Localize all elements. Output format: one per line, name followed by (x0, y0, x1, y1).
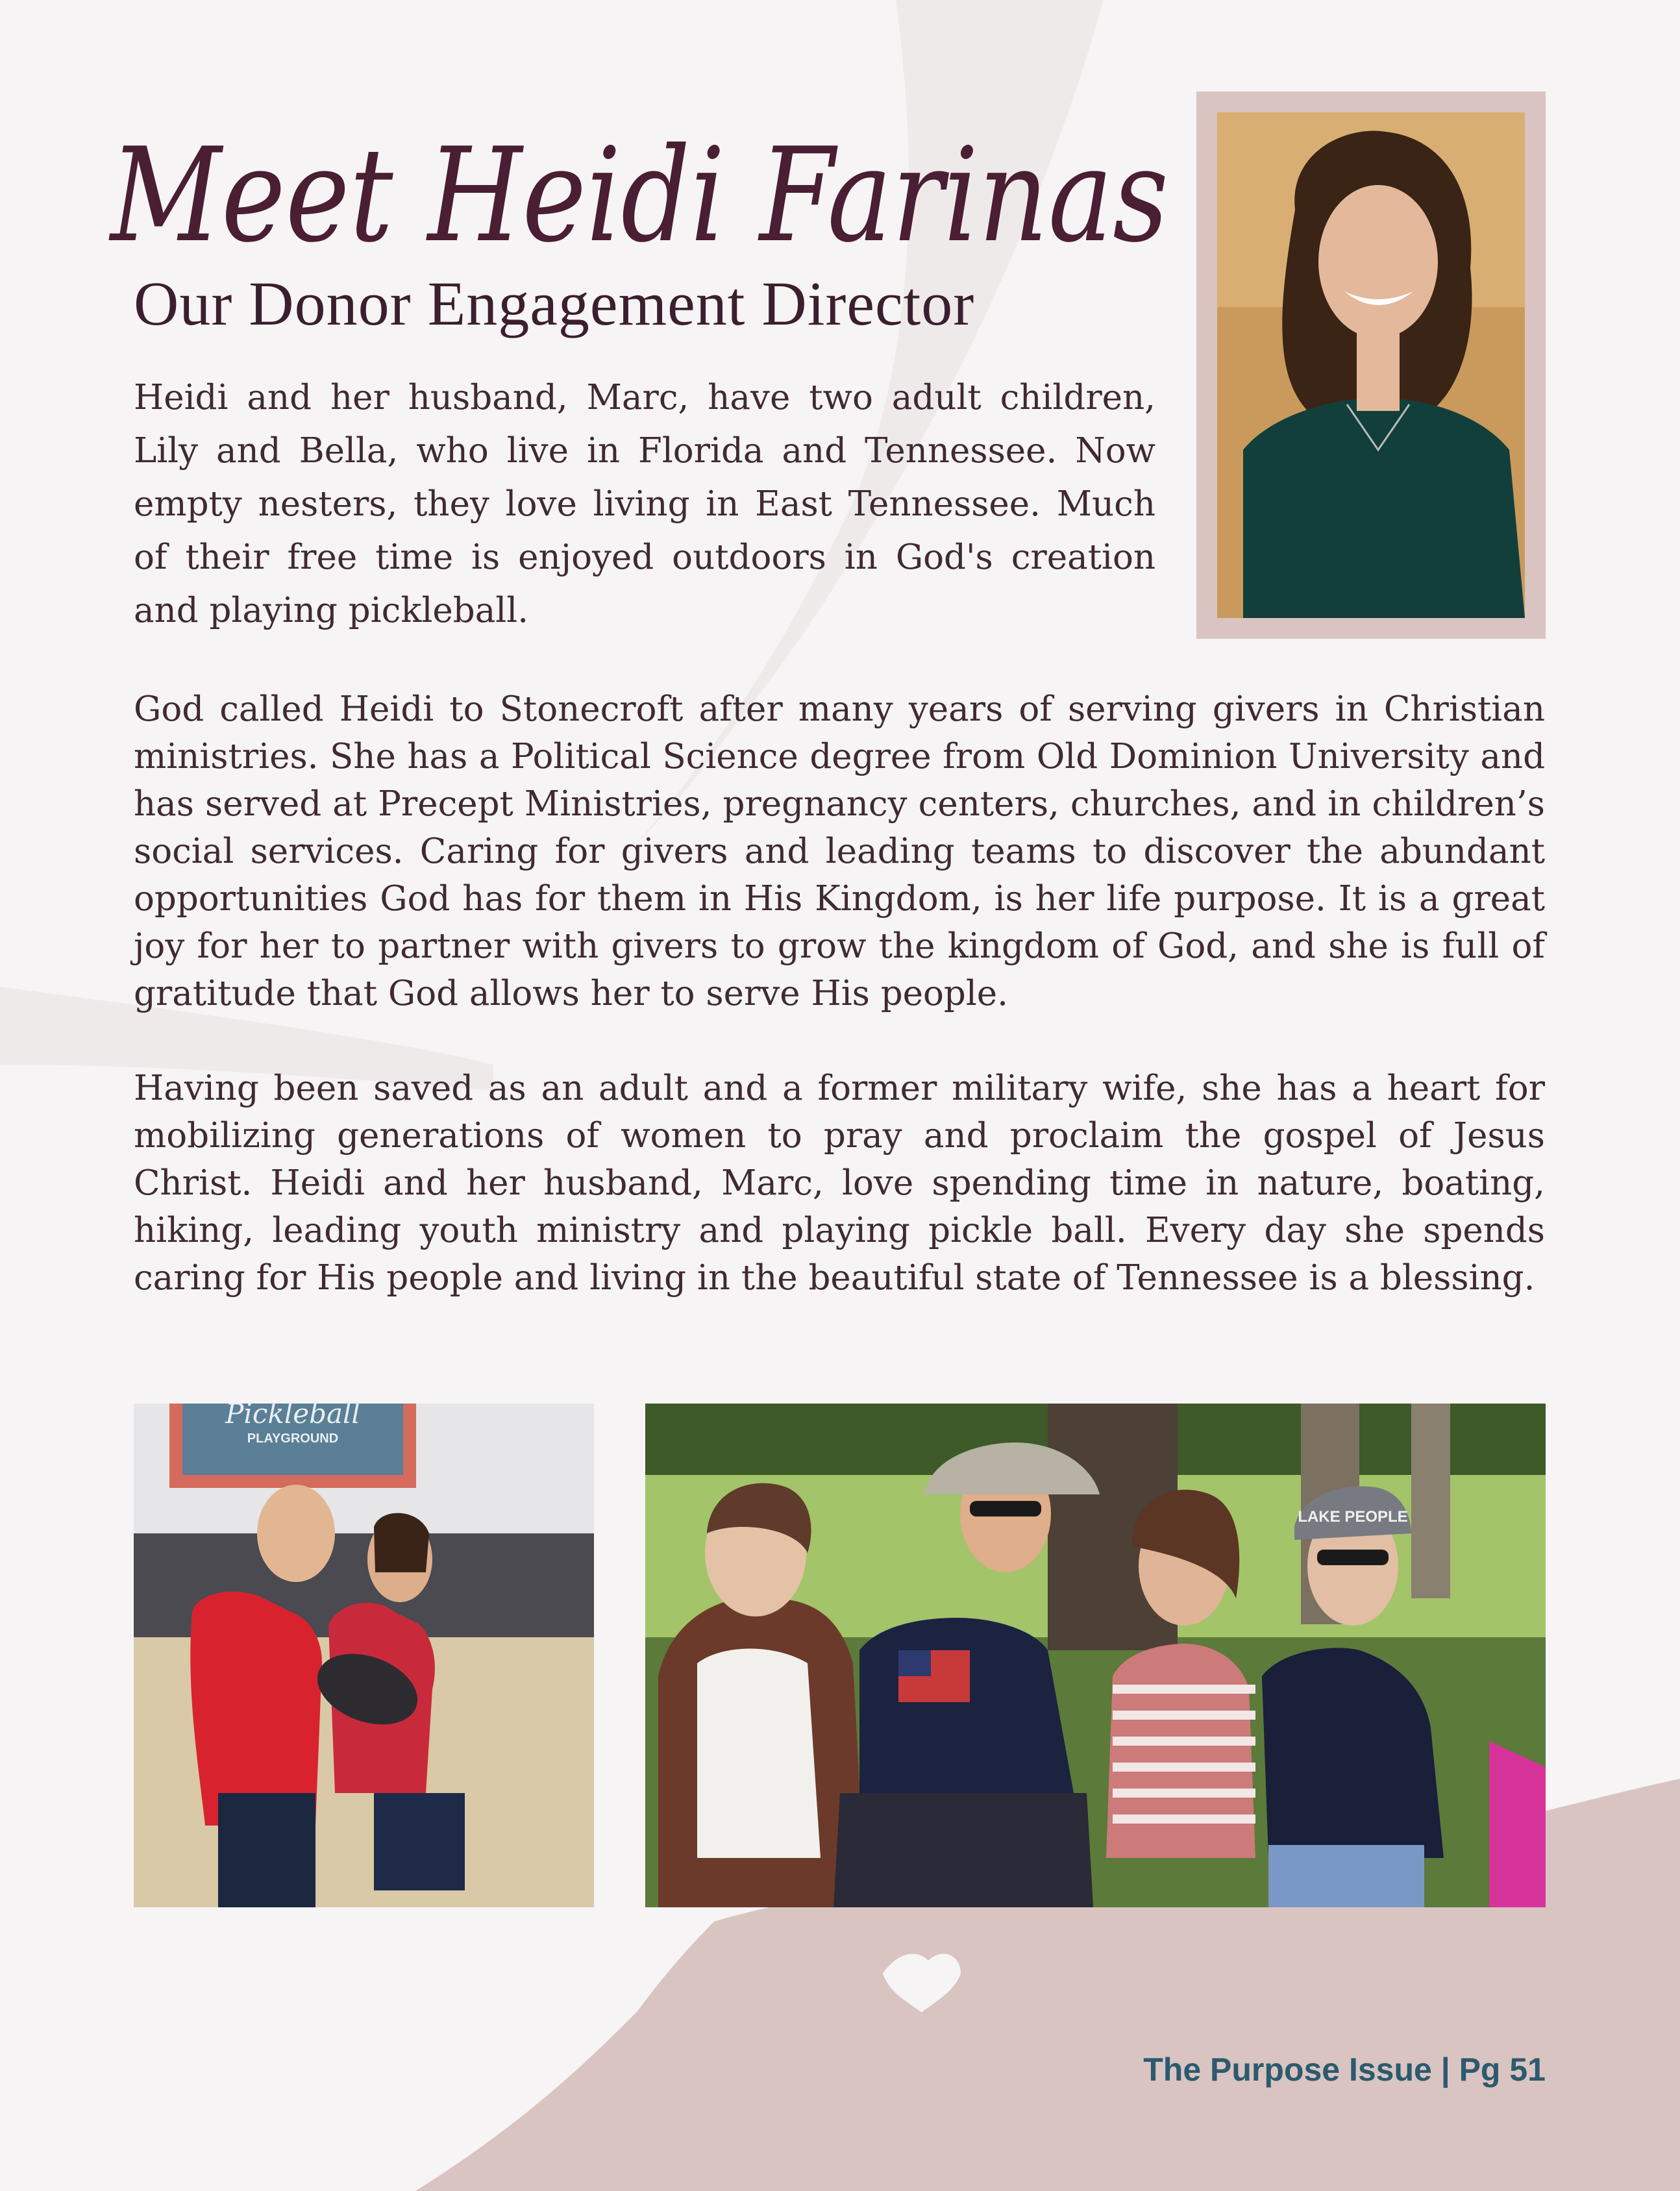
page-subtitle: Our Donor Engagement Director (134, 269, 975, 338)
career-paragraph: God called Heidi to Stonecroft after many years of serving givers in Christian ministries. She has a Political Science degree from Old Dominion University and has served at Precept Ministries, pregnancy centers, churches, and in children’s social services. Caring for givers and leading teams to discover the abundant opportunities God has for them in His Kingdom, is her life purpose. It is a great joy for her to partner with givers to grow the kingdom of God, and she is full of gratitude that God allows her to serve His people. (134, 689, 1545, 1013)
faith-paragraph: Having been saved as an adult and a former military wife, she has a heart for mobilizing generations of women to pray and proclaim the gospel of Jesus Christ. Heidi and her husband, Marc, love spending time in nature, boating, hiking, leading youth ministry and playing pickle ball. Every day she spends caring for His people and living in the beautiful state of Tennessee is a blessing. (134, 1069, 1545, 1298)
sign-top-text: Pickleball (225, 1398, 360, 1430)
intro-paragraph: Heidi and her husband, Marc, have two adult children, Lily and Bella, who live in Florida and Tennessee. Now empty nesters, they love living in East Tennessee. Much of their free time is enjoyed outdoors in God's creation and playing pickleball. (134, 378, 1155, 630)
portrait-photo (1217, 112, 1525, 618)
pickleball-photo (134, 1398, 594, 1907)
page-footer: The Purpose Issue | Pg 51 (1143, 2051, 1546, 2088)
sign-playground-text: PLAYGROUND (247, 1431, 339, 1446)
portrait-frame (1196, 92, 1546, 639)
page-title (104, 97, 1181, 286)
group-photo (645, 1404, 1546, 1907)
hat-text: LAKE PEOPLE (1298, 1508, 1408, 1526)
page-title-text: Meet Heidi Farinas (108, 120, 1168, 271)
